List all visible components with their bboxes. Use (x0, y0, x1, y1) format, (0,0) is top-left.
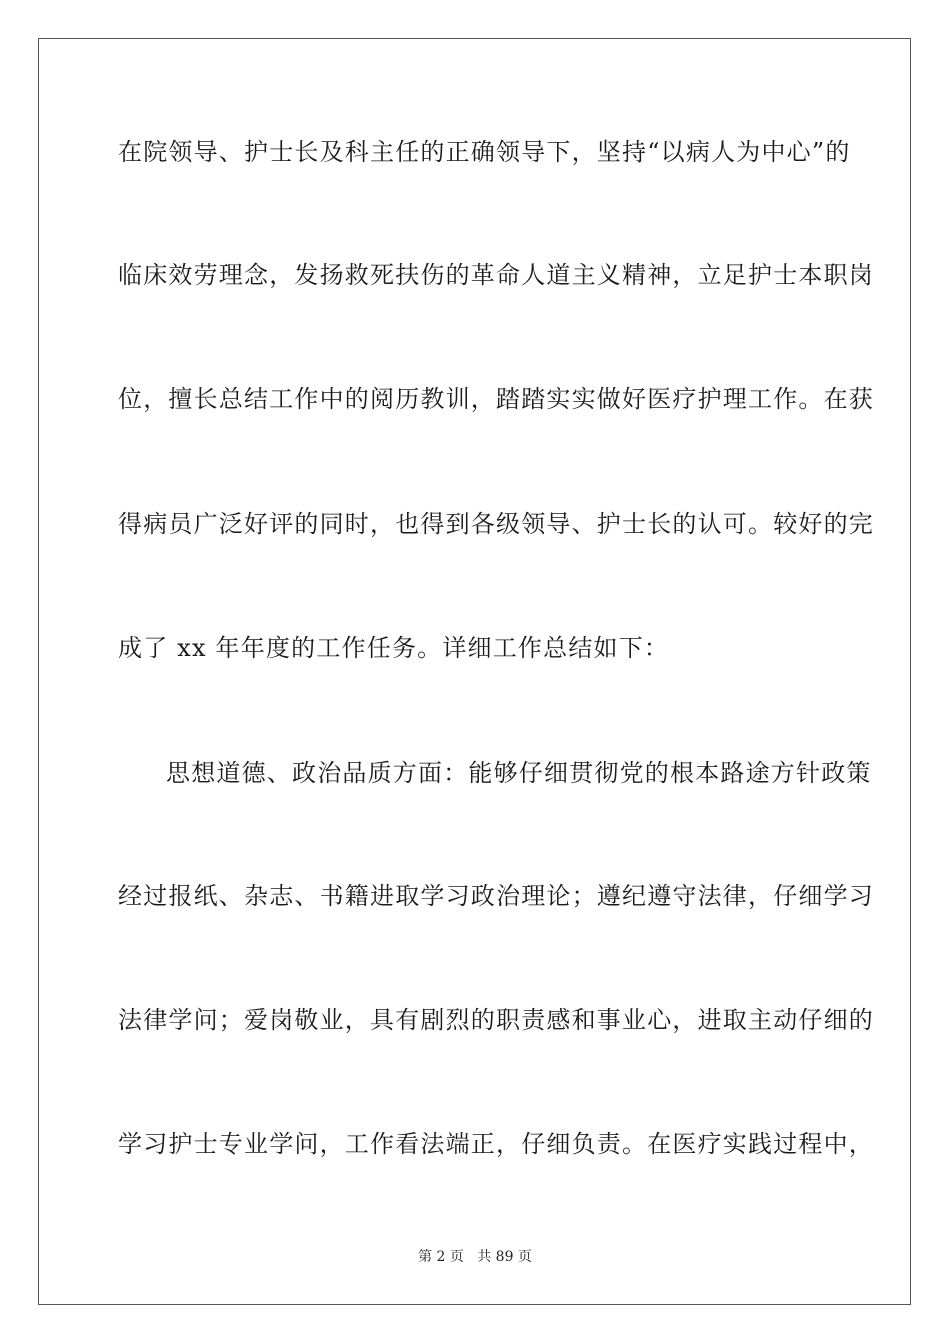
body-line-2: 临床效劳理念，发扬救死扶伤的革命人道主义精神，立足护士本职岗 (118, 261, 874, 289)
body-line-6: 思想道德、政治品质方面：能够仔细贯彻党的根本路途方针政策 (166, 759, 872, 787)
body-line-8: 法律学问；爱岗敬业，具有剧烈的职责感和事业心，进取主动仔细的 (118, 1006, 874, 1034)
body-line-1: 在院领导、护士长及科主任的正确领导下，坚持“以病人为中心”的 (118, 138, 851, 166)
page-number-footer: 第 2 页 共 89 页 (418, 1249, 532, 1265)
body-line-5: 成了 xx 年年度的工作任务。详细工作总结如下： (118, 634, 670, 662)
body-line-7: 经过报纸、杂志、书籍进取学习政治理论；遵纪遵守法律，仔细学习 (118, 882, 874, 910)
page-border (38, 38, 911, 1305)
body-line-9: 学习护士专业学问，工作看法端正，仔细负责。在医疗实践过程中， (118, 1130, 874, 1158)
body-line-4: 得病员广泛好评的同时，也得到各级领导、护士长的认可。较好的完 (118, 510, 874, 538)
body-line-3: 位，擅长总结工作中的阅历教训，踏踏实实做好医疗护理工作。在获 (118, 385, 874, 413)
